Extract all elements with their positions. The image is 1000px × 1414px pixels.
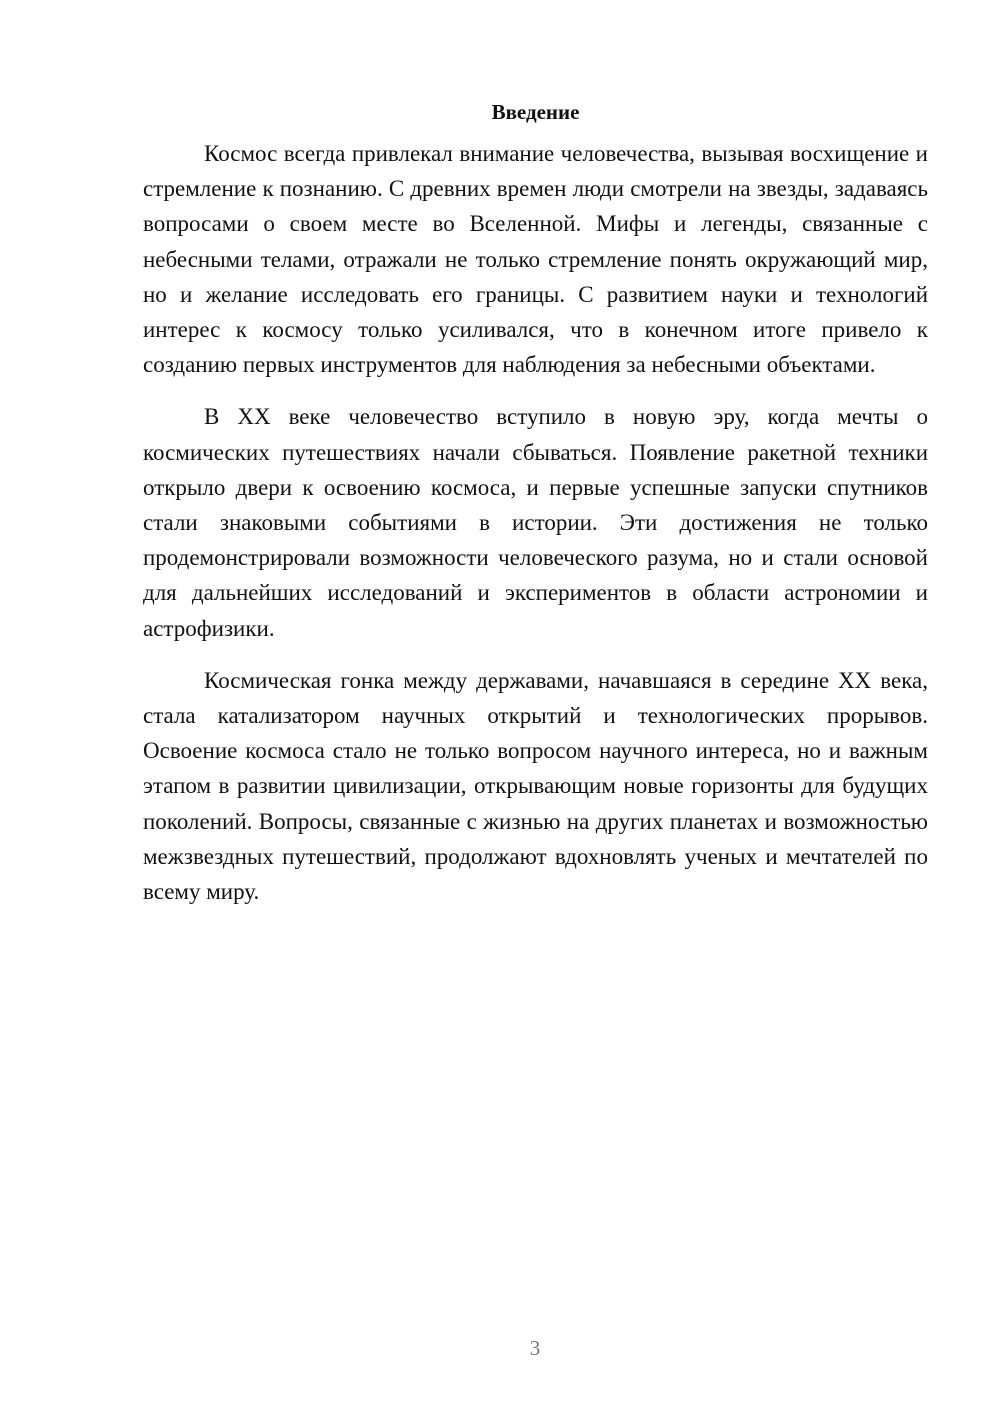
paragraph-1: Космос всегда привлекал внимание человечества, вызывая восхищение и стремление к познанию. С древних времен люди смотрели на звезды, задаваясь вопросами о своем месте во Вселенной. Мифы и легенды, связанные с небесными телами, отражали не только стремление понять окружающий мир, но и желание исследовать его границы. С развитием науки и технологий интерес к космосу только усиливался, что в конечном итоге привело к созданию первых инструментов для наблюдения за небесными объектами. [143, 141, 928, 378]
page-number: 3 [529, 1336, 541, 1360]
paragraph-3: Космическая гонка между державами, начавшаяся в середине XX века, стала катализатором научных открытий и технологических прорывов. Освоение космоса стало не только вопросом научного интереса, но и важным этапом в развитии цивилизации, открывающим новые горизонты для будущих поколений. Вопросы, связанные с жизнью на других планетах и возможностью межзвездных путешествий, продолжают вдохновлять ученых и мечтателей по всему миру. [143, 667, 928, 905]
section-title: Введение [491, 100, 580, 124]
paragraph-2: В XX веке человечество вступило в новую эру, когда мечты о космических путешествиях начали сбываться. Появление ракетной техники открыло двери к освоению космоса, и первые успешные запуски спутников стали знаковыми событиями в истории. Эти достижения не только продемонстрировали возможности человеческого разума, но и стали основой для дальнейших исследований и экспериментов в области астрономии и астрофизики. [143, 404, 928, 641]
document-body [143, 98, 928, 926]
